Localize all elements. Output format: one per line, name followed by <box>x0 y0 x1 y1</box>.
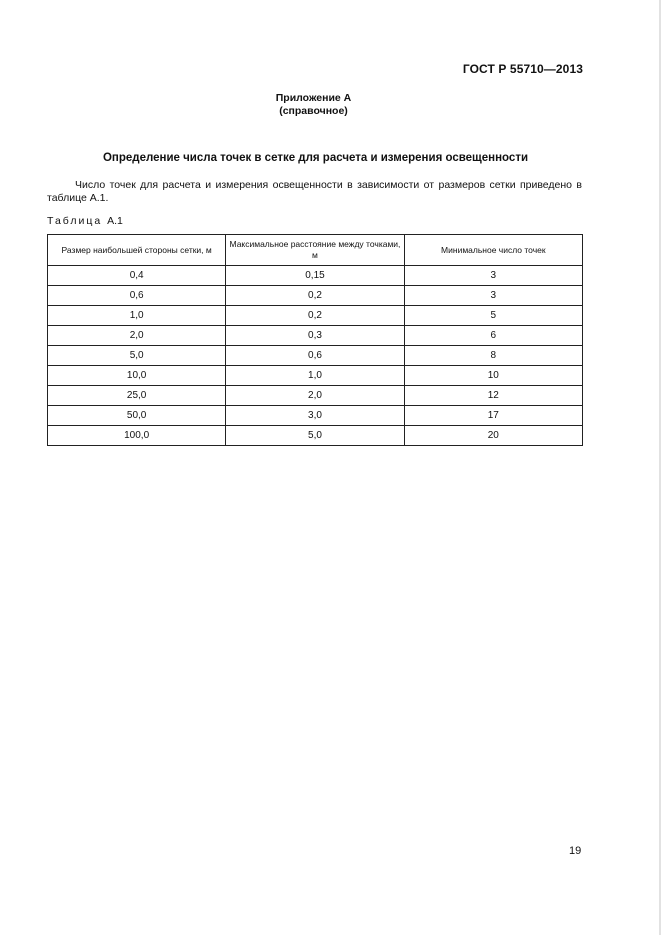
cell-grid-size: 5,0 <box>48 346 226 366</box>
appendix-title: Приложение А <box>275 92 352 104</box>
document-code: ГОСТ Р 55710—2013 <box>462 62 583 76</box>
cell-grid-size: 1,0 <box>48 306 226 326</box>
table-row <box>48 406 583 426</box>
cell-grid-size: 10,0 <box>48 366 226 386</box>
cell-max-distance: 0,6 <box>226 346 404 366</box>
table-caption-word: Таблица <box>47 215 103 227</box>
table-header-row <box>48 235 583 266</box>
cell-max-distance: 0,15 <box>226 266 404 286</box>
cell-grid-size: 2,0 <box>48 326 226 346</box>
table-row <box>48 306 583 326</box>
cell-max-distance: 0,3 <box>226 326 404 346</box>
table-row <box>48 426 583 446</box>
cell-max-distance: 0,2 <box>226 286 404 306</box>
cell-max-distance: 2,0 <box>226 386 404 406</box>
header-grid-size: Размер наибольшей стороны сетки, м <box>48 235 226 266</box>
cell-min-points: 6 <box>404 326 582 346</box>
cell-grid-size: 0,4 <box>48 266 226 286</box>
table-caption-number: А.1 <box>107 215 123 227</box>
points-table <box>47 234 583 446</box>
appendix-title-block <box>0 92 627 118</box>
cell-min-points: 10 <box>404 366 582 386</box>
cell-min-points: 20 <box>404 426 582 446</box>
section-heading: Определение числа точек в сетке для расчета и измерения освещенности <box>102 152 529 164</box>
cell-max-distance: 1,0 <box>226 366 404 386</box>
cell-min-points: 8 <box>404 346 582 366</box>
cell-min-points: 3 <box>404 286 582 306</box>
header-min-points: Минимальное число точек <box>404 235 582 266</box>
cell-max-distance: 3,0 <box>226 406 404 426</box>
cell-min-points: 3 <box>404 266 582 286</box>
cell-min-points: 17 <box>404 406 582 426</box>
table-row <box>48 366 583 386</box>
table-row <box>48 266 583 286</box>
cell-grid-size: 25,0 <box>48 386 226 406</box>
cell-min-points: 5 <box>404 306 582 326</box>
header-max-distance: Максимальное расстояние между точками, м <box>226 235 404 266</box>
table-row <box>48 286 583 306</box>
page-number: 19 <box>569 845 582 857</box>
cell-max-distance: 0,2 <box>226 306 404 326</box>
table-row <box>48 326 583 346</box>
cell-max-distance: 5,0 <box>226 426 404 446</box>
cell-grid-size: 0,6 <box>48 286 226 306</box>
table-caption <box>47 215 123 227</box>
appendix-subtitle: (справочное) <box>279 105 348 117</box>
table-row <box>48 386 583 406</box>
cell-grid-size: 100,0 <box>48 426 226 446</box>
intro-paragraph-block <box>47 179 582 205</box>
table-row <box>48 346 583 366</box>
intro-paragraph: Число точек для расчета и измерения освещенности в зависимости от размеров сетки приведено в таблице А.1. <box>47 179 582 204</box>
cell-min-points: 12 <box>404 386 582 406</box>
cell-grid-size: 50,0 <box>48 406 226 426</box>
